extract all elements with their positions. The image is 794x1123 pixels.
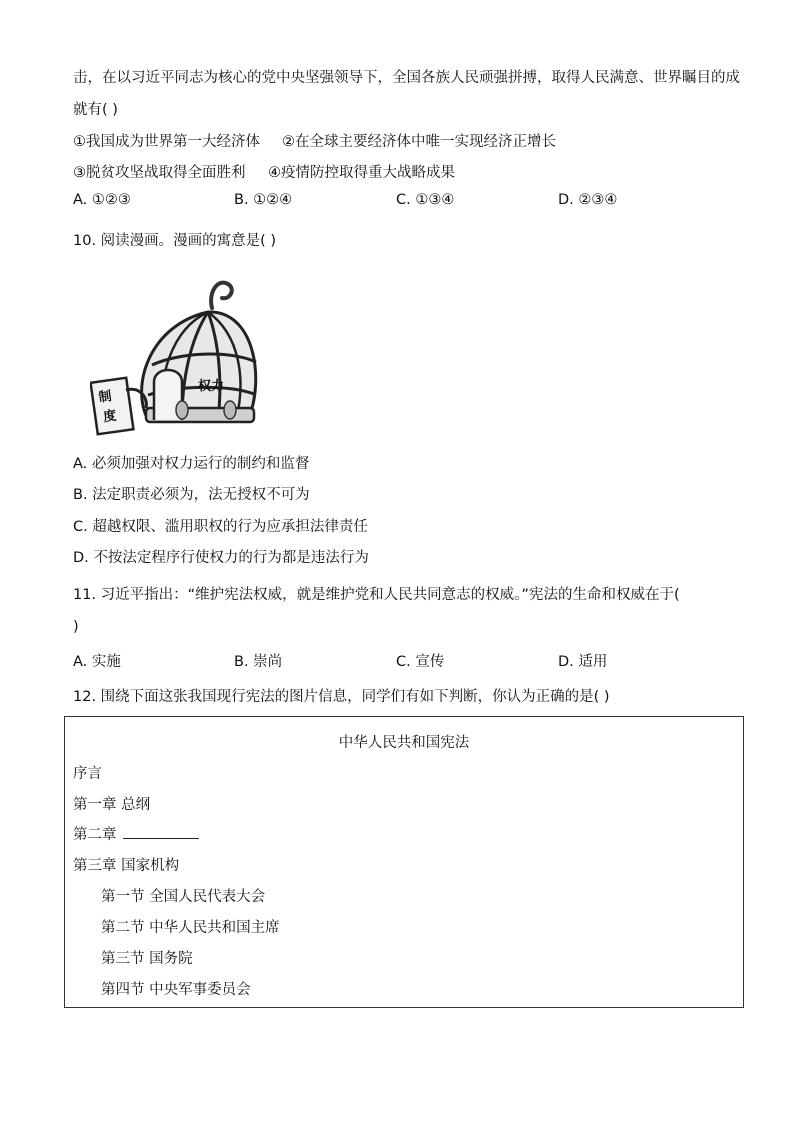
q10-stem: 10. 阅读漫画。漫画的寓意是( ) — [73, 233, 277, 249]
q9-statement-1: ①我国成为世界第一大经济体 — [73, 134, 260, 150]
toc-chapter-2-blank — [123, 824, 199, 839]
q11-stem-line2: ) — [73, 619, 79, 635]
q9-line1: 击，在以习近平同志为核心的党中央坚强领导下，全国各族人民顽强拼搏，取得人民满意、世界瞩目的成 — [73, 70, 740, 86]
toc-section-2: 第二节 中华人民共和国主席 — [101, 920, 280, 936]
constitution-title: 中华人民共和国宪法 — [338, 735, 470, 751]
q11-stem-line1: 11. 习近平指出：“维护宪法权威，就是维护党和人民共同意志的权威。”宪法的生命和权威在于( — [73, 587, 680, 603]
toc-chapter-2-label: 第二章 — [73, 827, 117, 843]
toc-section-1: 第一节 全国人民代表大会 — [101, 889, 266, 905]
q11-option-b[interactable]: B. 崇尚 — [234, 654, 283, 670]
q11-option-c[interactable]: C. 宣传 — [396, 654, 445, 670]
toc-chapter-2 — [73, 823, 199, 844]
toc-section-4: 第四节 中央军事委员会 — [101, 982, 251, 998]
constitution-toc-box — [64, 716, 744, 1008]
q9-statement-3: ③脱贫攻坚战取得全面胜利 — [73, 165, 246, 181]
q9-option-c[interactable]: C. ①③④ — [396, 192, 455, 208]
q12-stem: 12. 围绕下面这张我国现行宪法的图片信息，同学们有如下判断，你认为正确的是( ) — [73, 689, 610, 705]
q11-option-a[interactable]: A. 实施 — [73, 654, 121, 670]
q9-line2: 就有( ) — [73, 102, 118, 118]
toc-chapter-1: 第一章 总纲 — [73, 797, 151, 813]
q10-option-d[interactable]: D. 不按法定程序行使权力的行为都是违法行为 — [73, 550, 369, 566]
cartoon-label-system-1: 制 — [97, 389, 113, 406]
q10-option-a[interactable]: A. 必须加强对权力运行的制约和监督 — [73, 456, 310, 472]
toc-section-3: 第三节 国务院 — [101, 951, 193, 967]
toc-preface: 序言 — [73, 766, 102, 782]
toc-chapter-3: 第三章 国家机构 — [73, 858, 180, 874]
q11-option-d[interactable]: D. 适用 — [558, 654, 608, 670]
q9-statement-2: ②在全球主要经济体中唯一实现经济正增长 — [282, 134, 556, 150]
cartoon-label-power: 权力 — [198, 379, 225, 394]
q9-option-b[interactable]: B. ①②④ — [234, 192, 293, 208]
q9-option-a[interactable]: A. ①②③ — [73, 192, 131, 208]
q9-statement-4: ④疫情防控取得重大战略成果 — [268, 165, 455, 181]
q10-option-b[interactable]: B. 法定职责必须为，法无授权不可为 — [73, 487, 310, 503]
cartoon-label-system-2: 度 — [102, 408, 118, 426]
q9-option-d[interactable]: D. ②③④ — [558, 192, 618, 208]
cartoon-birdcage-illustration — [90, 270, 260, 440]
q10-option-c[interactable]: C. 超越权限、滥用职权的行为应承担法律责任 — [73, 519, 368, 535]
